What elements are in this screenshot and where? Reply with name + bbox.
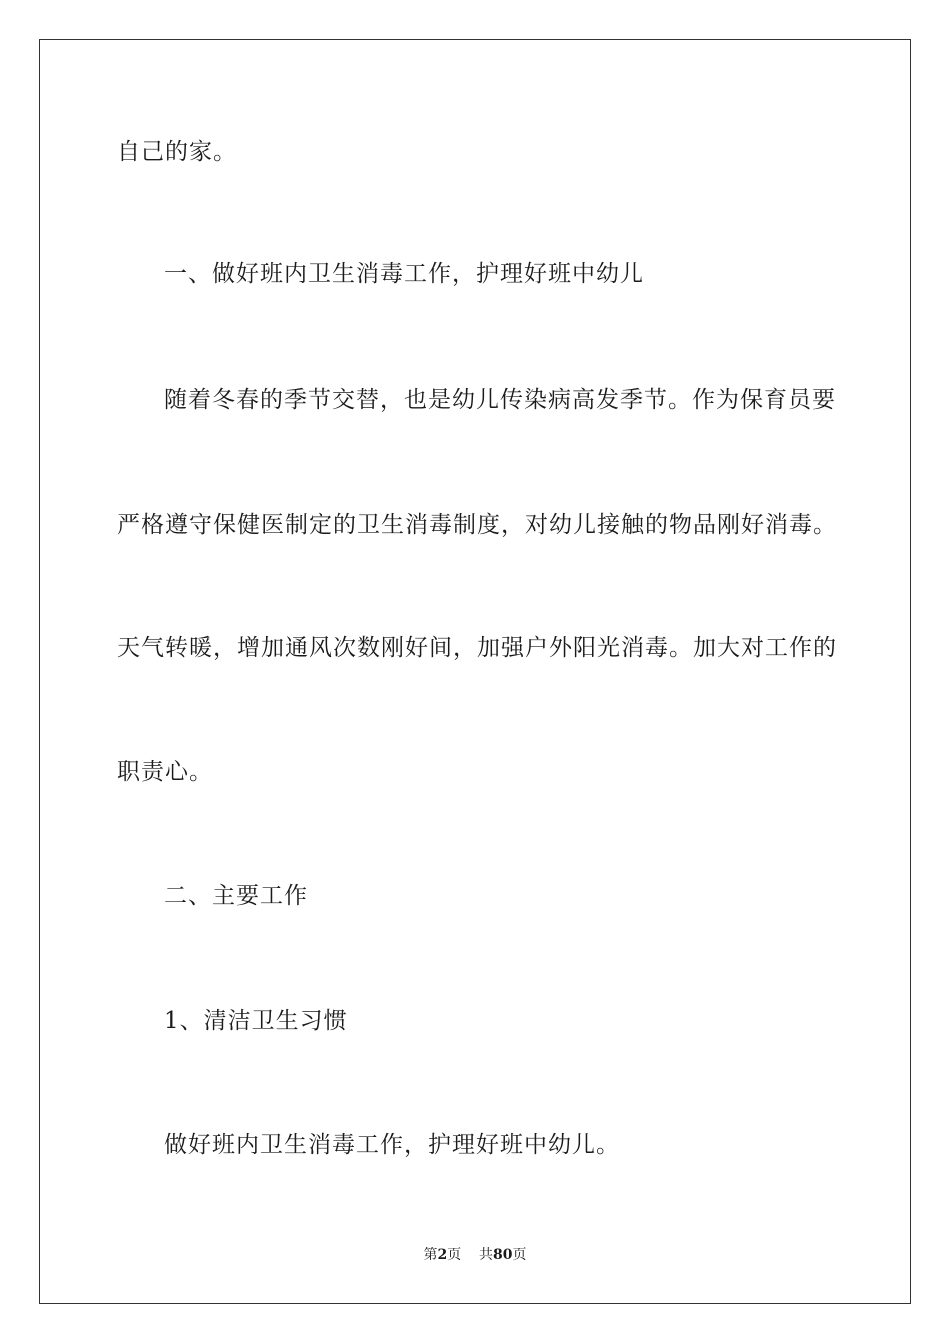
footer-page-suffix: 页 [447, 1247, 462, 1263]
footer-page-number: 2 [437, 1247, 448, 1263]
subheading-item-1: 1、清洁卫生习惯 [164, 1008, 348, 1034]
page-footer [0, 1246, 950, 1264]
heading-section-2: 二、主要工作 [164, 883, 308, 909]
paragraph-line-1: 自己的家。 [117, 139, 237, 165]
paragraph-line-6: 做好班内卫生消毒工作，护理好班中幼儿。 [164, 1132, 620, 1158]
paragraph-line-3: 严格遵守保健医制定的卫生消毒制度，对幼儿接触的物品刚好消毒。 [117, 512, 837, 538]
footer-total-pages: 80 [493, 1247, 513, 1263]
footer-total-prefix: 共 [479, 1247, 494, 1263]
paragraph-line-2: 随着冬春的季节交替，也是幼儿传染病高发季节。作为保育员要 [164, 387, 836, 413]
page-border [39, 39, 911, 1304]
heading-section-1: 一、做好班内卫生消毒工作，护理好班中幼儿 [164, 261, 644, 287]
paragraph-line-4: 天气转暖，增加通风次数刚好间，加强户外阳光消毒。加大对工作的 [117, 635, 837, 661]
footer-total-suffix: 页 [512, 1247, 527, 1263]
footer-page-prefix: 第 [423, 1247, 438, 1263]
paragraph-line-5: 职责心。 [117, 759, 213, 785]
